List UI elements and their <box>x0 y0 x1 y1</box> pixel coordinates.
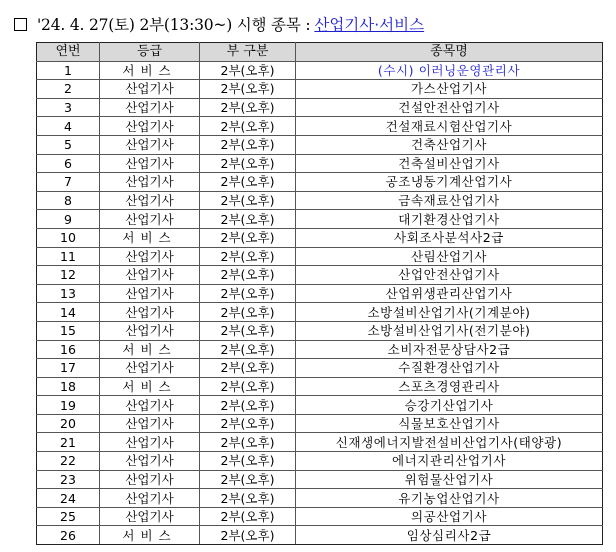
row-number-cell: 24 <box>37 489 100 508</box>
part-cell: 2부(오후) <box>200 414 296 433</box>
exam-name-cell: 신재생에너지발전설비산업기사(태양광) <box>296 433 603 452</box>
exam-name-cell: 소비자전문상담사2급 <box>296 340 603 359</box>
grade-cell: 서비스 <box>100 61 200 80</box>
exam-name-cell: 승강기산업기사 <box>296 396 603 415</box>
category-link[interactable]: 산업기사·서비스 <box>314 16 425 34</box>
table-row <box>37 489 603 508</box>
grade-cell: 산업기사 <box>100 284 200 303</box>
exam-name-cell: 건설안전산업기사 <box>296 98 603 117</box>
grade-cell: 산업기사 <box>100 247 200 266</box>
grade-cell: 산업기사 <box>100 210 200 229</box>
exam-name-cell: 가스산업기사 <box>296 80 603 99</box>
table-row <box>37 210 603 229</box>
column-header-no: 연번 <box>37 43 100 62</box>
part-cell: 2부(오후) <box>200 340 296 359</box>
exam-name-cell: 위험물산업기사 <box>296 470 603 489</box>
part-cell: 2부(오후) <box>200 191 296 210</box>
row-number-cell: 7 <box>37 173 100 192</box>
row-number-cell: 5 <box>37 135 100 154</box>
table-row <box>37 470 603 489</box>
part-cell: 2부(오후) <box>200 117 296 136</box>
grade-cell: 산업기사 <box>100 173 200 192</box>
exam-name-cell: (수시) 이러닝운영관리사 <box>296 61 603 80</box>
part-cell: 2부(오후) <box>200 396 296 415</box>
exam-name-cell: 스포츠경영관리사 <box>296 377 603 396</box>
grade-cell: 산업기사 <box>100 80 200 99</box>
table-row <box>37 266 603 285</box>
exam-name-cell: 산업안전산업기사 <box>296 266 603 285</box>
table-row <box>37 284 603 303</box>
part-cell: 2부(오후) <box>200 359 296 378</box>
table-row <box>37 396 603 415</box>
checkbox-icon <box>14 18 27 31</box>
row-number-cell: 20 <box>37 414 100 433</box>
part-cell: 2부(오후) <box>200 135 296 154</box>
row-number-cell: 14 <box>37 303 100 322</box>
part-cell: 2부(오후) <box>200 266 296 285</box>
exam-name-cell: 대기환경산업기사 <box>296 210 603 229</box>
row-number-cell: 18 <box>37 377 100 396</box>
table-row <box>37 359 603 378</box>
exam-name-cell: 유기농업산업기사 <box>296 489 603 508</box>
part-cell: 2부(오후) <box>200 98 296 117</box>
grade-cell: 산업기사 <box>100 303 200 322</box>
grade-cell: 산업기사 <box>100 117 200 136</box>
grade-cell: 산업기사 <box>100 98 200 117</box>
grade-cell: 산업기사 <box>100 507 200 526</box>
part-cell: 2부(오후) <box>200 303 296 322</box>
part-cell: 2부(오후) <box>200 284 296 303</box>
exam-name-cell: 식물보호산업기사 <box>296 414 603 433</box>
grade-cell: 산업기사 <box>100 433 200 452</box>
row-number-cell: 22 <box>37 452 100 471</box>
table-row <box>37 507 603 526</box>
table-row <box>37 377 603 396</box>
exam-name-cell: 사회조사분석사2급 <box>296 228 603 247</box>
exam-name-cell: 에너지관리산업기사 <box>296 452 603 471</box>
table-row <box>37 414 603 433</box>
grade-cell: 산업기사 <box>100 359 200 378</box>
exam-name-cell: 건설재료시험산업기사 <box>296 117 603 136</box>
row-number-cell: 12 <box>37 266 100 285</box>
table-row <box>37 526 603 545</box>
row-number-cell: 13 <box>37 284 100 303</box>
row-number-cell: 6 <box>37 154 100 173</box>
exam-name-cell: 의공산업기사 <box>296 507 603 526</box>
grade-cell: 산업기사 <box>100 396 200 415</box>
table-row <box>37 191 603 210</box>
exam-name-cell: 소방설비산업기사(전기분야) <box>296 321 603 340</box>
part-cell: 2부(오후) <box>200 526 296 545</box>
table-row <box>37 173 603 192</box>
part-cell: 2부(오후) <box>200 247 296 266</box>
row-number-cell: 25 <box>37 507 100 526</box>
grade-cell: 서비스 <box>100 377 200 396</box>
table-row <box>37 452 603 471</box>
grade-cell: 산업기사 <box>100 191 200 210</box>
table-row <box>37 303 603 322</box>
row-number-cell: 16 <box>37 340 100 359</box>
table-row <box>37 321 603 340</box>
row-number-cell: 1 <box>37 61 100 80</box>
part-cell: 2부(오후) <box>200 489 296 508</box>
table-row <box>37 433 603 452</box>
row-number-cell: 3 <box>37 98 100 117</box>
exam-name-cell: 산업위생관리산업기사 <box>296 284 603 303</box>
table-body <box>37 61 603 544</box>
row-number-cell: 21 <box>37 433 100 452</box>
part-cell: 2부(오후) <box>200 173 296 192</box>
table-row <box>37 135 603 154</box>
exam-name-cell: 건축설비산업기사 <box>296 154 603 173</box>
schedule-text: '24. 4. 27(토) 2부(13:30~) 시행 종목 : <box>37 16 311 34</box>
part-cell: 2부(오후) <box>200 228 296 247</box>
part-cell: 2부(오후) <box>200 210 296 229</box>
row-number-cell: 9 <box>37 210 100 229</box>
exam-name-cell: 산림산업기사 <box>296 247 603 266</box>
grade-cell: 산업기사 <box>100 154 200 173</box>
column-header-name: 종목명 <box>296 43 603 62</box>
part-cell: 2부(오후) <box>200 470 296 489</box>
grade-cell: 서비스 <box>100 340 200 359</box>
column-header-grade: 등급 <box>100 43 200 62</box>
part-cell: 2부(오후) <box>200 507 296 526</box>
part-cell: 2부(오후) <box>200 377 296 396</box>
part-cell: 2부(오후) <box>200 80 296 99</box>
grade-cell: 산업기사 <box>100 135 200 154</box>
part-cell: 2부(오후) <box>200 452 296 471</box>
row-number-cell: 11 <box>37 247 100 266</box>
table-row <box>37 61 603 80</box>
grade-cell: 산업기사 <box>100 321 200 340</box>
table-row <box>37 228 603 247</box>
page-header <box>14 10 424 38</box>
exam-schedule-table <box>36 42 603 545</box>
grade-cell: 산업기사 <box>100 470 200 489</box>
exam-name-cell: 임상심리사2급 <box>296 526 603 545</box>
table-header-row <box>37 43 603 62</box>
column-header-part: 부 구분 <box>200 43 296 62</box>
part-cell: 2부(오후) <box>200 433 296 452</box>
part-cell: 2부(오후) <box>200 61 296 80</box>
table-row <box>37 247 603 266</box>
part-cell: 2부(오후) <box>200 154 296 173</box>
row-number-cell: 2 <box>37 80 100 99</box>
row-number-cell: 4 <box>37 117 100 136</box>
row-number-cell: 26 <box>37 526 100 545</box>
part-cell: 2부(오후) <box>200 321 296 340</box>
grade-cell: 산업기사 <box>100 452 200 471</box>
grade-cell: 서비스 <box>100 228 200 247</box>
grade-cell: 산업기사 <box>100 414 200 433</box>
grade-cell: 산업기사 <box>100 266 200 285</box>
exam-name-cell: 건축산업기사 <box>296 135 603 154</box>
exam-name-cell: 금속재료산업기사 <box>296 191 603 210</box>
exam-name-cell: 소방설비산업기사(기계분야) <box>296 303 603 322</box>
row-number-cell: 10 <box>37 228 100 247</box>
exam-name-cell: 공조냉동기계산업기사 <box>296 173 603 192</box>
grade-cell: 산업기사 <box>100 489 200 508</box>
table-row <box>37 117 603 136</box>
exam-name-cell: 수질환경산업기사 <box>296 359 603 378</box>
table-row <box>37 98 603 117</box>
row-number-cell: 17 <box>37 359 100 378</box>
row-number-cell: 8 <box>37 191 100 210</box>
row-number-cell: 19 <box>37 396 100 415</box>
row-number-cell: 15 <box>37 321 100 340</box>
table-row <box>37 340 603 359</box>
table-row <box>37 80 603 99</box>
row-number-cell: 23 <box>37 470 100 489</box>
grade-cell: 서비스 <box>100 526 200 545</box>
table-row <box>37 154 603 173</box>
